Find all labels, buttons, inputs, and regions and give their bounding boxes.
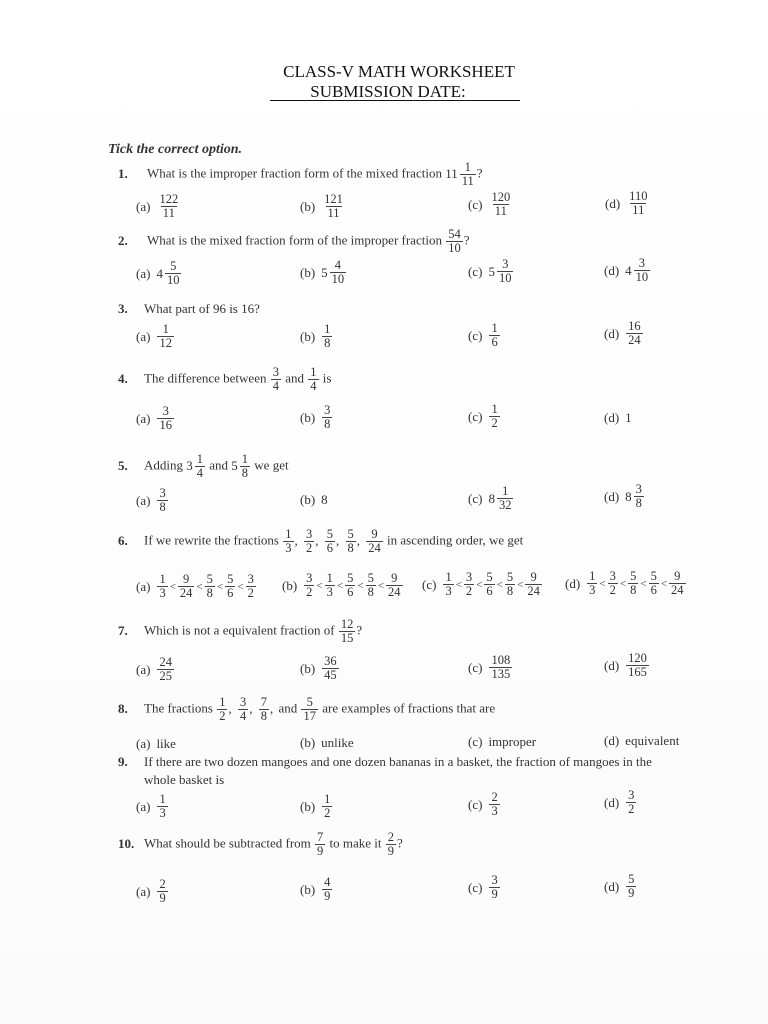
fraction: 2 9 [159,877,166,906]
q8-option-a[interactable]: (a) like [136,736,176,751]
fraction: 110 11 [629,189,648,218]
fraction: 5 8 [630,569,637,598]
fraction: 3 2 [247,572,254,601]
fraction: 5 6 [486,570,493,599]
fraction: 16 24 [628,319,641,348]
fraction: 3 16 [159,404,172,433]
fraction: 3 10 [635,256,649,285]
q8-option-d[interactable]: (d) equivalent [604,733,680,748]
less-than-sign: < [599,577,606,590]
fraction: $\frac{7}{8}$ [260,695,267,724]
fraction: $\frac{54}{10}$ [448,227,461,256]
fraction: 3 8 [635,482,642,511]
fraction: $\frac{9}{24}$ [368,527,381,556]
fraction: 5 8 [506,570,514,599]
fraction: 122 11 [159,192,179,221]
whole-number: 11 [445,165,458,181]
less-than-sign: < [660,577,668,590]
q9-option-c[interactable]: (c) 2 3 [468,790,498,819]
less-than-sign: < [517,578,524,591]
q10-option-b[interactable]: (b) 4 9 [300,875,331,904]
question-4: 4. The difference between $\frac{3}{4}$ and $\frac{1}{4}$ is [118,365,332,394]
less-than-sign: < [216,580,224,593]
fraction: 9 24 [388,571,401,600]
q9-option-b[interactable]: (b) 1 2 [300,792,331,821]
q7-option-b[interactable]: (b) 36 45 [300,654,337,683]
fraction: 1 32 [498,484,512,513]
fraction: $\frac{7}{9}$ [317,830,324,859]
fraction: 3 2 [609,569,616,598]
q1-option-a[interactable]: (a) 122 11 [136,192,179,221]
submission-underline [270,100,520,101]
fraction: 9 24 [671,569,684,598]
question-number: 1. [118,165,128,181]
q1-option-c[interactable]: (c) 120 11 [468,190,511,219]
less-than-sign: < [377,579,385,592]
q6-option-a[interactable]: (a) 1 3 < 9 24 < 5 8 < 5 6 < 3 2 [136,572,254,601]
fraction: 3 8 [324,403,331,432]
q1-option-d[interactable]: (d) 110 11 [605,189,648,218]
less-than-sign: < [316,579,323,592]
fraction: 5 10 [166,259,180,288]
question-1: 1. What is the improper fraction form of the mixed fraction 11 $\frac{1}{11}$ ? [118,160,483,189]
less-than-sign: < [357,579,364,592]
fraction: 121 11 [324,192,343,221]
fraction: 108 135 [491,653,511,682]
q9-option-d[interactable]: (d) 3 2 [604,788,635,817]
question-text: What is the improper fraction form of the mixed fraction [147,165,442,181]
q2-option-b[interactable]: (b) 5 4 10 [300,258,345,287]
less-than-sign: < [237,580,244,593]
fraction: 1 3 [159,792,166,821]
fraction: 2 3 [491,790,498,819]
fraction: 4 10 [331,258,345,287]
question-5: 5. Adding 3 $\frac{1}{4}$ and 5 $\frac{1}{8}$ we get [118,452,289,481]
fraction: 120 165 [628,651,647,680]
question-6: 6. If we rewrite the fractions $\frac{1}{3}$ , $\frac{3}{2}$ , $\frac{5}{6}$ , $\frac{5}{8}$ , $\frac{9}{24}$ in ascending order, we get [118,527,524,556]
fraction: 3 8 [159,486,166,515]
fraction: $\frac{1}{3}$ [285,527,292,556]
q6-option-b[interactable]: (b) 3 2 < 1 3 < 5 6 < 5 8 < 9 24 [282,571,401,600]
q7-option-c[interactable]: (c) 108 135 [468,653,511,682]
fraction: 1 12 [159,322,172,351]
fraction: 5 8 [206,572,213,601]
fraction: $\frac{1}{4}$ [310,365,317,394]
fraction: 1 3 [326,571,333,600]
fraction: $\frac{1}{11}$ [461,160,474,189]
fraction: 3 2 [306,571,313,600]
fraction: 1 3 [159,572,166,601]
less-than-sign: < [169,580,176,593]
question-3: 3. What part of 96 is 16? [118,301,260,316]
q3-option-c[interactable]: (c) 1 6 [468,321,498,350]
q6-option-c[interactable]: (c) 1 3 < 3 2 < 5 6 < 5 8 < 9 24 [422,570,540,599]
less-than-sign: < [336,579,344,592]
fraction: $\frac{2}{9}$ [387,830,395,859]
less-than-sign: < [496,578,503,591]
q6-option-d[interactable]: (d) 1 3 < 3 2 < 5 8 < 5 6 < 9 24 [565,569,684,598]
fraction: $\frac{1}{4}$ [196,452,203,481]
q10-option-a[interactable]: (a) 2 9 [136,877,166,906]
fraction: 9 24 [527,570,540,599]
fraction: 3 2 [465,570,473,599]
fraction: 3 2 [628,788,635,817]
fraction: 5 9 [628,872,635,901]
fraction: $\frac{5}{6}$ [326,527,333,556]
fraction: $\frac{3}{2}$ [306,527,313,556]
q1-option-b[interactable]: (b) 121 11 [300,192,343,221]
q4-option-d[interactable]: (d) 1 [604,410,632,425]
fraction: 3 10 [498,257,512,286]
q4-option-c[interactable]: (c) 1 2 [468,402,498,431]
q5-option-c[interactable]: (c) 8 1 32 [468,484,512,513]
q10-option-d[interactable]: (d) 5 9 [604,872,635,901]
fraction: 9 24 [179,572,193,601]
less-than-sign: < [619,577,627,590]
question-9: 9. If there are two dozen mangoes and one dozen bananas in a basket, the fraction of mangoes in the [118,754,652,769]
fraction: $\frac{5}{8}$ [347,527,354,556]
q10-option-c[interactable]: (c) 3 9 [468,873,498,902]
fraction: 1 3 [445,570,452,599]
fraction: 5 6 [650,569,657,598]
fraction: 120 11 [491,190,511,219]
q3-option-b[interactable]: (b) 1 8 [300,322,331,351]
fraction: $\frac{12}{15}$ [340,617,354,646]
fraction: 24 25 [159,655,172,684]
fraction: $\frac{5}{17}$ [303,695,316,724]
submission-date-label: SUBMISSION DATE: [310,82,466,101]
fraction: $\frac{3}{4}$ [239,695,247,724]
less-than-sign: < [640,577,647,590]
q5-option-b[interactable]: (b) 8 [300,492,328,507]
q5-option-d[interactable]: (d) 8 3 8 [604,482,642,511]
q8-option-c[interactable]: (c) improper [468,734,537,749]
fraction: $\frac{1}{2}$ [219,695,226,724]
fraction: 36 45 [324,654,337,683]
worksheet-title: CLASS-V MATH WORKSHEET [283,62,515,81]
question-8: 8. The fractions $\frac{1}{2}$ , $\frac{3}{4}$ , $\frac{7}{8}$ , and $\frac{5}{17}$ are examples of fractions that are [118,695,496,724]
fraction: $\frac{1}{8}$ [241,452,249,481]
q5-option-a[interactable]: (a) 3 8 [136,486,166,515]
fraction: 1 6 [491,321,498,350]
q4-option-b[interactable]: (b) 3 8 [300,403,331,432]
q3-option-a[interactable]: (a) 1 12 [136,322,172,351]
q2-option-c[interactable]: (c) 5 3 10 [468,257,512,286]
question-9-line-2: whole basket is [144,772,225,787]
fraction: 1 2 [324,792,331,821]
fraction: 5 6 [227,572,234,601]
q2-option-d[interactable]: (d) 4 3 10 [604,256,649,285]
fraction: 5 8 [367,571,374,600]
q7-option-d[interactable]: (d) 120 165 [604,651,647,680]
less-than-sign: < [196,580,203,593]
fraction: 5 6 [347,571,354,600]
less-than-sign: < [455,578,462,591]
q3-option-d[interactable]: (d) 16 24 [604,319,641,348]
fraction: 3 9 [491,873,498,902]
q2-option-a[interactable]: (a) 4 5 10 [136,259,180,288]
q4-option-a[interactable]: (a) 3 16 [136,404,172,433]
q8-option-b[interactable]: (b) unlike [300,735,354,750]
question-2: 2. What is the mixed fraction form of the improper fraction $\frac{54}{10}$ ? [118,227,470,256]
question-10: 10. What should be subtracted from $\frac{7}{9}$ to make it $\frac{2}{9}$ ? [118,830,403,859]
fraction: 4 9 [324,875,331,904]
less-than-sign: < [476,578,483,591]
fraction: 1 8 [324,322,331,351]
q7-option-a[interactable]: (a) 24 25 [136,655,172,684]
fraction: $\frac{3}{4}$ [272,365,279,394]
fraction: 1 2 [491,402,498,431]
fraction: 1 3 [589,569,596,598]
q9-option-a[interactable]: (a) 1 3 [136,792,166,821]
instruction: Tick the correct option. [108,142,243,157]
question-7: 7. Which is not a equivalent fraction of $\frac{12}{15}$ ? [118,617,363,646]
